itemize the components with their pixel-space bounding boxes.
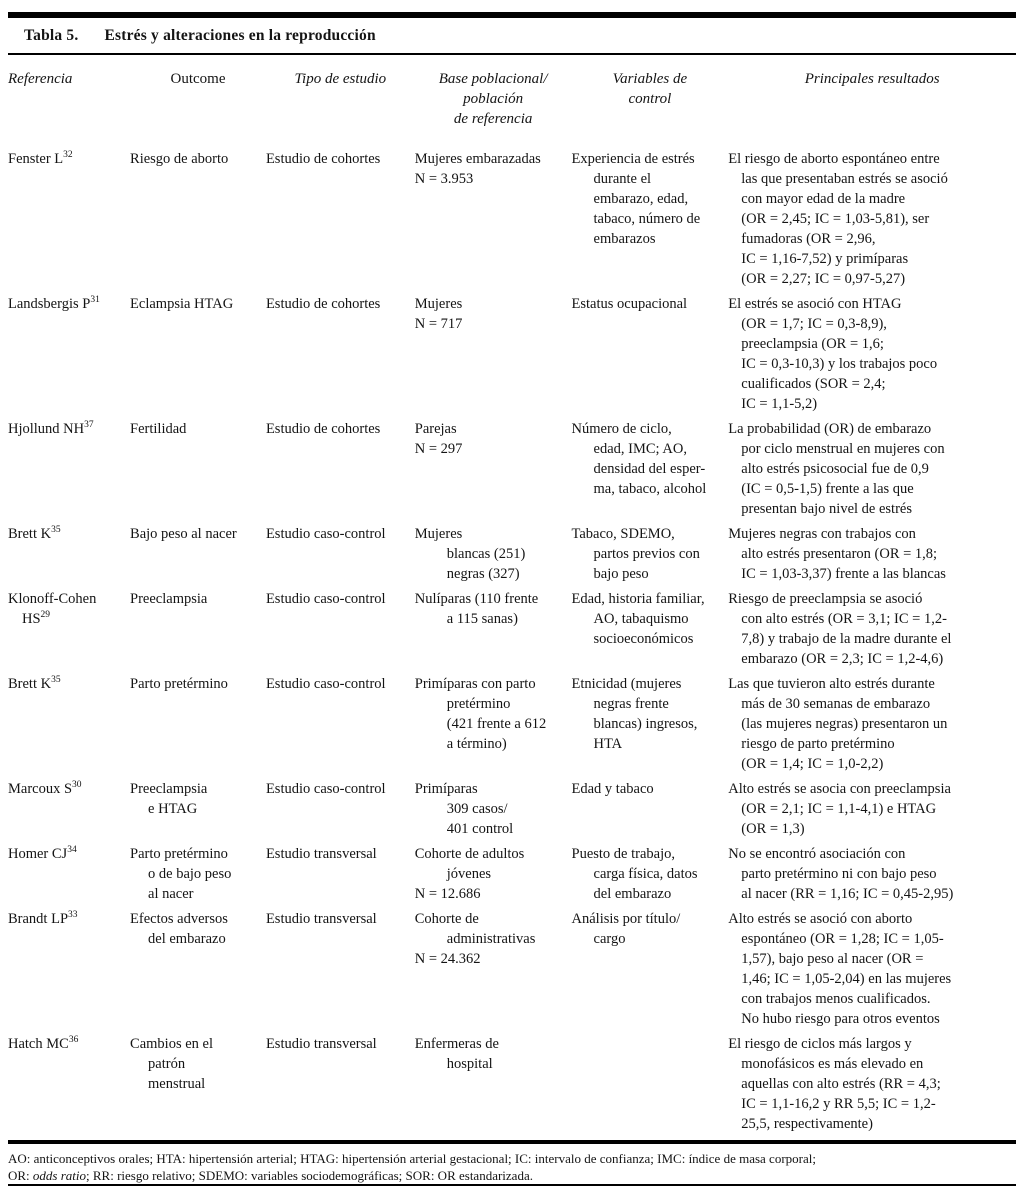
cell-line: La probabilidad (OR) de embarazo	[728, 421, 932, 437]
header-line: Principales resultados	[804, 71, 940, 87]
cell-line: Estudio caso-control	[265, 526, 386, 542]
reference-superscript: 33	[68, 910, 78, 921]
cell-line: Klonoff-Cohen	[8, 591, 97, 607]
cell-line: (OR = 2,45; IC = 1,03-5,81), ser	[741, 211, 930, 227]
cell-line: Brett $K^{35}$	[8, 525, 61, 542]
cell-line: bajo peso	[593, 566, 649, 582]
table-row	[8, 589, 1016, 669]
cell-line: a 115 sanas)	[446, 611, 518, 627]
cell-line: Fertilidad	[130, 421, 187, 437]
header-line: Outcome	[170, 71, 226, 87]
cell-resultados	[728, 909, 1016, 1029]
cell-variables	[572, 909, 729, 1029]
cell-resultados	[728, 1034, 1016, 1134]
cell-line: al nacer (RR = 1,16; IC = 0,45-2,95)	[741, 886, 954, 902]
cell-line: Parto pretérmino	[130, 676, 228, 692]
cell-base	[415, 1034, 572, 1134]
cell-line: HTA	[593, 736, 623, 752]
footnote-text: AO: anticonceptivos orales; HTA: hipertensión arterial; HTAG: hipertensión arterial gestacional; IC: intervalo de confianza; IMC: índice de masa corporal;	[8, 1151, 816, 1166]
header-line: Referencia	[8, 71, 73, 87]
cell-line: 309 casos/	[446, 801, 508, 817]
cell-outcome	[130, 294, 266, 414]
cell-variables	[572, 674, 729, 774]
col-header-base-poblacional	[415, 69, 572, 129]
cell-resultados	[728, 419, 1016, 519]
cell-line: administrativas	[446, 931, 536, 947]
cell-line: con mayor edad de la madre	[741, 191, 906, 207]
col-header-tipo-de-estudio	[266, 69, 415, 129]
cell-tipo	[266, 294, 415, 414]
cell-base	[415, 844, 572, 904]
cell-line: Cohorte de adultos	[414, 846, 525, 862]
cell-line: Parejas	[414, 421, 457, 437]
cell-outcome	[130, 524, 266, 584]
cell-line: ma, tabaco, alcohol	[593, 481, 707, 497]
cell-base	[415, 589, 572, 669]
cell-ref	[8, 1034, 130, 1134]
cell-line: Edad y tabaco	[571, 781, 654, 797]
cell-line: alto estrés psicosocial fue de 0,9	[741, 461, 929, 477]
cell-line: (OR = 1,4; IC = 1,0-2,2)	[741, 756, 884, 772]
cell-line: embarazo, edad,	[593, 191, 689, 207]
cell-line: N = 717	[414, 316, 463, 332]
cell-base	[415, 524, 572, 584]
cell-line: parto pretérmino ni con bajo peso	[741, 866, 937, 882]
cell-base	[415, 674, 572, 774]
cell-line: Estudio caso-control	[265, 781, 386, 797]
reference-superscript: 32	[63, 150, 73, 161]
cell-line: socioeconómicos	[593, 631, 694, 647]
cell-line: cargo	[593, 931, 626, 947]
header-line: Base poblacional/	[438, 71, 548, 87]
reference-superscript: 36	[68, 1035, 79, 1046]
cell-variables	[572, 1034, 729, 1134]
table-row	[8, 294, 1016, 414]
cell-line: embarazos	[593, 231, 656, 247]
cell-line: IC = 1,1-5,2)	[741, 396, 818, 412]
table-title-text: Estrés y alteraciones en la reproducción	[104, 27, 376, 44]
table-row	[8, 1034, 1016, 1134]
cell-line: El estrés se asoció con HTAG	[728, 296, 902, 312]
bottom-rule	[8, 1184, 1016, 1186]
cell-line: Brett $K^{35}$	[8, 675, 61, 692]
cell-tipo	[266, 524, 415, 584]
cell-line: Preeclampsia	[130, 781, 208, 797]
footnote-text: ; RR: riesgo relativo; SDEMO: variables sociodemográficas; SOR: OR estandarizada.	[86, 1168, 533, 1183]
reference-superscript: 35	[51, 675, 61, 686]
cell-line: Landsbergis $P^{31}$	[8, 295, 100, 312]
cell-line: preeclampsia (OR = 1,6;	[741, 336, 884, 352]
reference-superscript: 29	[40, 610, 51, 621]
cell-line: No se encontró asociación con	[728, 846, 906, 862]
cell-line: blancas) ingresos,	[593, 716, 698, 732]
table-title	[8, 18, 1016, 53]
reference-superscript: 34	[67, 845, 77, 856]
col-header-referencia	[8, 69, 130, 129]
cell-line: Riesgo de aborto	[130, 151, 229, 167]
col-header-outcome	[130, 69, 266, 129]
cell-tipo	[266, 844, 415, 904]
cell-line: El riesgo de ciclos más largos y	[728, 1036, 912, 1052]
cell-variables	[572, 844, 729, 904]
cell-line: Estatus ocupacional	[571, 296, 688, 312]
cell-base	[415, 419, 572, 519]
cell-line: 401 control	[446, 821, 514, 837]
cell-tipo	[266, 909, 415, 1029]
cell-line: Estudio caso-control	[265, 676, 386, 692]
cell-ref	[8, 524, 130, 584]
cell-line: jóvenes	[446, 866, 492, 882]
cell-line: aquellas con alto estrés (RR = 4,3;	[741, 1076, 941, 1092]
cell-line: Primíparas con parto	[414, 676, 536, 692]
cell-line: hospital	[446, 1056, 493, 1072]
cell-variables	[572, 294, 729, 414]
cell-line: Primíparas	[414, 781, 478, 797]
cell-resultados	[728, 524, 1016, 584]
table-title-label: Tabla 5.	[24, 27, 79, 44]
cell-variables	[572, 149, 729, 289]
cell-line: Estudio transversal	[265, 911, 377, 927]
reference-superscript: 31	[90, 295, 100, 306]
cell-line: Cohorte de	[414, 911, 479, 927]
cell-line: Etnicidad (mujeres	[571, 676, 682, 692]
header-line: Tipo de estudio	[294, 71, 387, 87]
cell-line: Edad, historia familiar,	[571, 591, 705, 607]
cell-line: del embarazo	[148, 931, 226, 947]
cell-line: blancas (251)	[446, 546, 526, 562]
cell-line: Efectos adversos	[130, 911, 228, 927]
cell-line: negras frente	[593, 696, 669, 712]
cell-outcome	[130, 589, 266, 669]
cell-line: riesgo de parto pretérmino	[741, 736, 895, 752]
header-line: control	[628, 91, 672, 107]
cell-line: Experiencia de estrés	[571, 151, 695, 167]
cell-ref	[8, 844, 130, 904]
table-row	[8, 524, 1016, 584]
cell-line: al nacer	[148, 886, 194, 902]
cell-line: o de bajo peso	[148, 866, 232, 882]
cell-line: Estudio caso-control	[265, 591, 386, 607]
footnote-text: OR:	[8, 1168, 33, 1183]
cell-line: 1,57), bajo peso al nacer (OR =	[741, 951, 924, 967]
cell-line: N = 24.362	[414, 951, 481, 967]
cell-resultados	[728, 779, 1016, 839]
cell-outcome	[130, 1034, 266, 1134]
cell-base	[415, 294, 572, 414]
table-row	[8, 779, 1016, 839]
cell-tipo	[266, 589, 415, 669]
cell-tipo	[266, 779, 415, 839]
cell-outcome	[130, 909, 266, 1029]
table-row	[8, 419, 1016, 519]
cell-line: Marcoux $S^{30}$	[8, 780, 82, 797]
cell-line: Puesto de trabajo,	[571, 846, 676, 862]
cell-ref	[8, 589, 130, 669]
cell-resultados	[728, 294, 1016, 414]
cell-resultados	[728, 844, 1016, 904]
cell-line: carga física, datos	[593, 866, 698, 882]
cell-outcome	[130, 149, 266, 289]
cell-line: patrón	[148, 1056, 186, 1072]
cell-line: a término)	[446, 736, 507, 752]
footnote-line	[8, 1167, 1016, 1184]
cell-base	[415, 909, 572, 1029]
cell-line: N = 3.953	[414, 171, 474, 187]
cell-base	[415, 149, 572, 289]
table-row	[8, 674, 1016, 774]
cell-line: tabaco, número de	[593, 211, 701, 227]
cell-line: partos previos con	[593, 546, 700, 562]
cell-line: Hatch MC$^{36}$	[8, 1035, 79, 1052]
cell-line: (OR = 2,1; IC = 1,1-4,1) e HTAG	[741, 801, 937, 817]
footnote-line	[8, 1150, 1016, 1167]
cell-resultados	[728, 149, 1016, 289]
cell-line: IC = 0,3-10,3) y los trabajos poco	[741, 356, 938, 372]
cell-line: (OR = 1,7; IC = 0,3-8,9),	[741, 316, 887, 332]
cell-base	[415, 779, 572, 839]
cell-line: Mujeres embarazadas	[414, 151, 541, 167]
cell-line: Alto estrés se asocia con preeclampsia	[728, 781, 951, 797]
cell-line: menstrual	[148, 1076, 206, 1092]
cell-line: (las mujeres negras) presentaron un	[741, 716, 948, 732]
cell-line: 1,46; IC = 1,05-2,04) en las mujeres	[741, 971, 952, 987]
cell-line: Alto estrés se asoció con aborto	[728, 911, 913, 927]
cell-line: Nulíparas (110 frente	[414, 591, 539, 607]
cell-line: embarazo (OR = 2,3; IC = 1,2-4,6)	[741, 651, 944, 667]
cell-line: edad, IMC; AO,	[593, 441, 687, 457]
cell-line: Estudio de cohortes	[265, 151, 381, 167]
footnotes	[8, 1144, 1016, 1184]
table-body	[8, 145, 1016, 1134]
cell-line: (421 frente a 612	[446, 716, 547, 732]
cell-line: espontáneo (OR = 1,28; IC = 1,05-	[741, 931, 944, 947]
cell-line: densidad del esper-	[593, 461, 706, 477]
cell-outcome	[130, 844, 266, 904]
cell-line: negras (327)	[446, 566, 520, 582]
cell-line: No hubo riesgo para otros eventos	[741, 1011, 940, 1027]
cell-line: N = 12.686	[414, 886, 481, 902]
cell-line: Estudio transversal	[265, 1036, 377, 1052]
cell-line: Parto pretérmino	[130, 846, 228, 862]
cell-resultados	[728, 674, 1016, 774]
table-row	[8, 149, 1016, 289]
table-row	[8, 844, 1016, 904]
cell-outcome	[130, 419, 266, 519]
cell-line: Estudio de cohortes	[265, 296, 381, 312]
cell-line: presentan bajo nivel de estrés	[741, 501, 912, 517]
cell-tipo	[266, 419, 415, 519]
col-header-principales-resultados	[728, 69, 1016, 129]
cell-ref	[8, 909, 130, 1029]
cell-line: las que presentaban estrés se asoció	[741, 171, 948, 187]
cell-line: Estudio transversal	[265, 846, 377, 862]
cell-line: Preeclampsia	[130, 591, 208, 607]
cell-line: con alto estrés (OR = 3,1; IC = 1,2-	[741, 611, 947, 627]
cell-line: Mujeres	[414, 296, 463, 312]
footnote-italic-term: odds ratio	[32, 1168, 87, 1183]
cell-outcome	[130, 674, 266, 774]
cell-tipo	[266, 1034, 415, 1134]
cell-line: del embarazo	[593, 886, 672, 902]
header-line: de referencia	[453, 111, 533, 127]
cell-line: IC = 1,03-3,37) frente a las blancas	[741, 566, 946, 582]
cell-line: Tabaco, SDEMO,	[571, 526, 675, 542]
cell-outcome	[130, 779, 266, 839]
cell-variables	[572, 779, 729, 839]
cell-line: monofásicos es más elevado en	[741, 1056, 924, 1072]
cell-line: fumadoras (OR = 2,96,	[741, 231, 876, 247]
cell-ref	[8, 419, 130, 519]
cell-line: Estudio de cohortes	[265, 421, 381, 437]
cell-line: Análisis por título/	[571, 911, 681, 927]
cell-line: Eclampsia HTAG	[130, 296, 234, 312]
cell-line: 25,5, respectivamente)	[741, 1116, 873, 1132]
cell-line: e HTAG	[148, 801, 198, 817]
cell-ref	[8, 294, 130, 414]
cell-line: por ciclo menstrual en mujeres con	[741, 441, 945, 457]
cell-ref	[8, 674, 130, 774]
cell-line: Brandt LP$^{33}$	[8, 910, 78, 927]
cell-line: El riesgo de aborto espontáneo entre	[728, 151, 940, 167]
cell-line: Riesgo de preeclampsia se asoció	[728, 591, 923, 607]
cell-line: (IC = 0,5-1,5) frente a las que	[741, 481, 914, 497]
cell-tipo	[266, 674, 415, 774]
table-row	[8, 909, 1016, 1029]
cell-line: (OR = 1,3)	[741, 821, 805, 837]
cell-line: pretérmino	[446, 696, 511, 712]
cell-line: (OR = 2,27; IC = 0,97-5,27)	[741, 271, 906, 287]
cell-line: Fenster $L^{32}$	[8, 150, 73, 167]
cell-line: IC = 1,16-7,52) y primíparas	[741, 251, 909, 267]
cell-line: Las que tuvieron alto estrés durante	[728, 676, 935, 692]
cell-line: Mujeres negras con trabajos con	[728, 526, 916, 542]
cell-line: Bajo peso al nacer	[130, 526, 237, 542]
header-line: Variables de	[612, 71, 688, 87]
cell-tipo	[266, 149, 415, 289]
cell-line: Cambios en el	[130, 1036, 213, 1052]
cell-line: IC = 1,1-16,2 y RR 5,5; IC = 1,2-	[741, 1096, 936, 1112]
cell-line: durante el	[593, 171, 652, 187]
cell-line: 7,8) y trabajo de la madre durante el	[741, 631, 952, 647]
cell-line: alto estrés presentaron (OR = 1,8;	[741, 546, 938, 562]
cell-line: cualificados (SOR = 2,4;	[741, 376, 886, 392]
cell-variables	[572, 419, 729, 519]
cell-variables	[572, 524, 729, 584]
cell-resultados	[728, 589, 1016, 669]
reference-superscript: 35	[51, 525, 61, 536]
cell-line: Mujeres	[414, 526, 463, 542]
col-header-variables-de-control	[572, 69, 729, 129]
reference-superscript: 30	[72, 780, 82, 791]
cell-variables	[572, 589, 729, 669]
cell-line: Homer CJ$^{34}$	[8, 845, 77, 862]
cell-ref	[8, 779, 130, 839]
cell-line: más de 30 semanas de embarazo	[741, 696, 931, 712]
cell-line: con trabajos menos cualificados.	[741, 991, 931, 1007]
cell-line: Hjollund NH$^{37}$	[8, 420, 94, 437]
reference-superscript: 37	[84, 420, 94, 431]
column-header-row	[8, 55, 1016, 145]
cell-ref	[8, 149, 130, 289]
cell-line: Número de ciclo,	[571, 421, 672, 437]
cell-line: N = 297	[414, 441, 463, 457]
cell-line: AO, tabaquismo	[593, 611, 689, 627]
cell-line: Enfermeras de	[414, 1036, 499, 1052]
cell-line: HS$^{29}$	[22, 610, 51, 627]
header-line: población	[463, 91, 524, 107]
